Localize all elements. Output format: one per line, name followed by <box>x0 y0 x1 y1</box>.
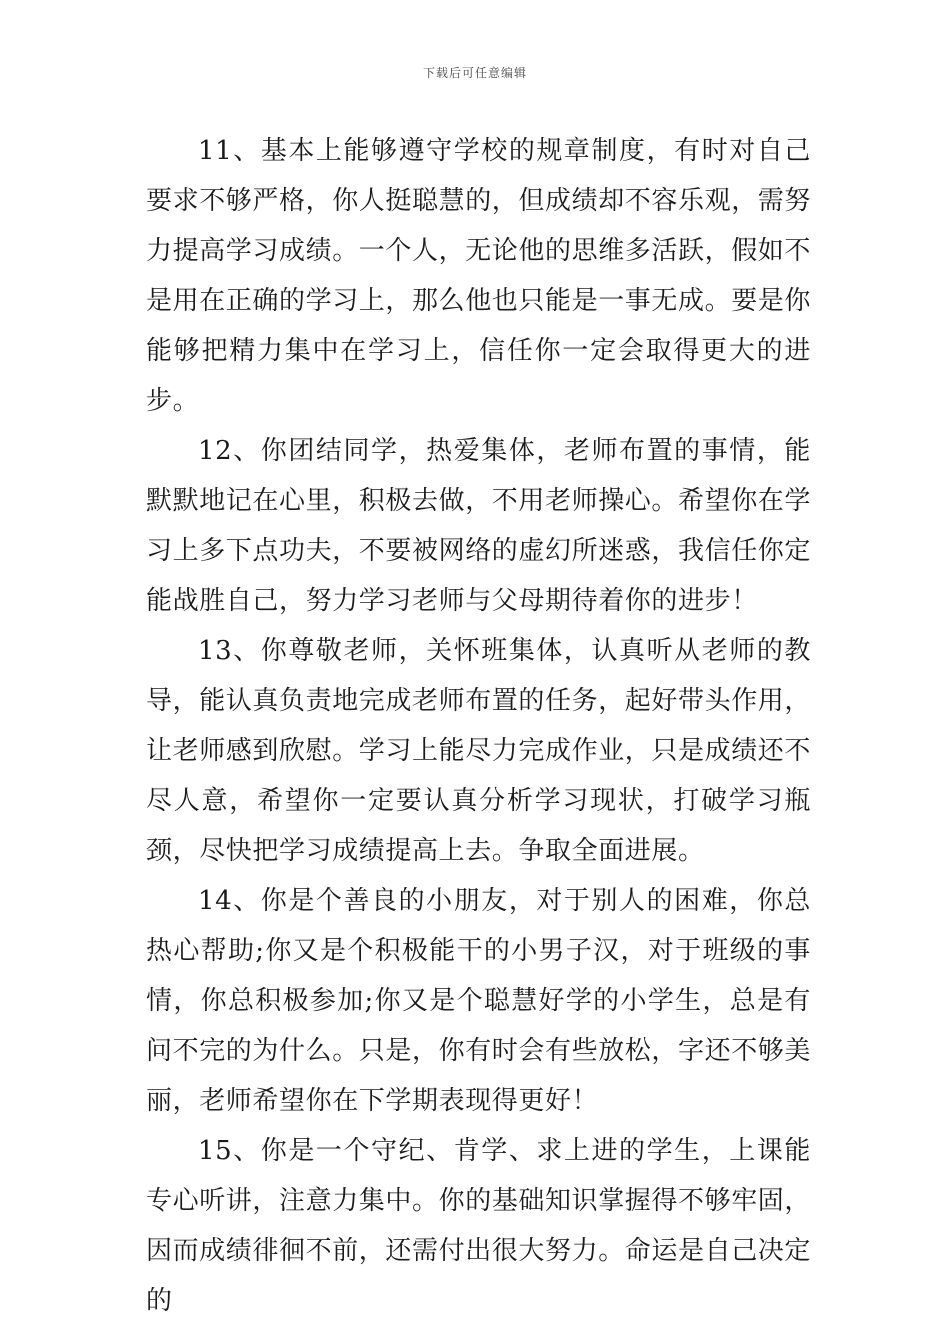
paragraph-11: 11、基本上能够遵守学校的规章制度，有时对自己要求不够严格，你人挺聪慧的，但成绩却不容乐观，需努力提高学习成绩。一个人，无论他的思维多活跃，假如不是用在正确的学习上，那么他也只能是一事无成。要是你能够把精力集中在学习上，信任你一定会取得更大的进步。 <box>146 136 812 416</box>
page-header: 下载后可任意编辑 <box>422 66 527 80</box>
document-body <box>146 126 811 1326</box>
paragraph-12: 12、你团结同学，热爱集体，老师布置的事情，能默默地记在心里，积极去做，不用老师操心。希望你在学习上多下点功夫，不要被网络的虚幻所迷惑，我信任你定能战胜自己，努力学习老师与父母期待着你的进步！ <box>146 436 812 616</box>
paragraph-13: 13、你尊敬老师，关怀班集体，认真听从老师的教导，能认真负责地完成老师布置的任务，起好带头作用，让老师感到欣慰。学习上能尽力完成作业，只是成绩还不尽人意，希望你一定要认真分析学习现状，打破学习瓶颈，尽快把学习成绩提高上去。争取全面进展。 <box>146 636 812 866</box>
paragraph-15: 15、你是一个守纪、肯学、求上进的学生，上课能专心听讲，注意力集中。你的基础知识掌握得不够牢固，因而成绩徘徊不前，还需付出很大努力。命运是自己决定的 <box>146 1136 812 1316</box>
paragraph-14: 14、你是个善良的小朋友，对于别人的困难，你总热心帮助;你又是个积极能干的小男子汉，对于班级的事情，你总积极参加;你又是个聪慧好学的小学生，总是有问不完的为什么。只是，你有时会有些放松，字还不够美丽，老师希望你在下学期表现得更好！ <box>146 886 812 1116</box>
